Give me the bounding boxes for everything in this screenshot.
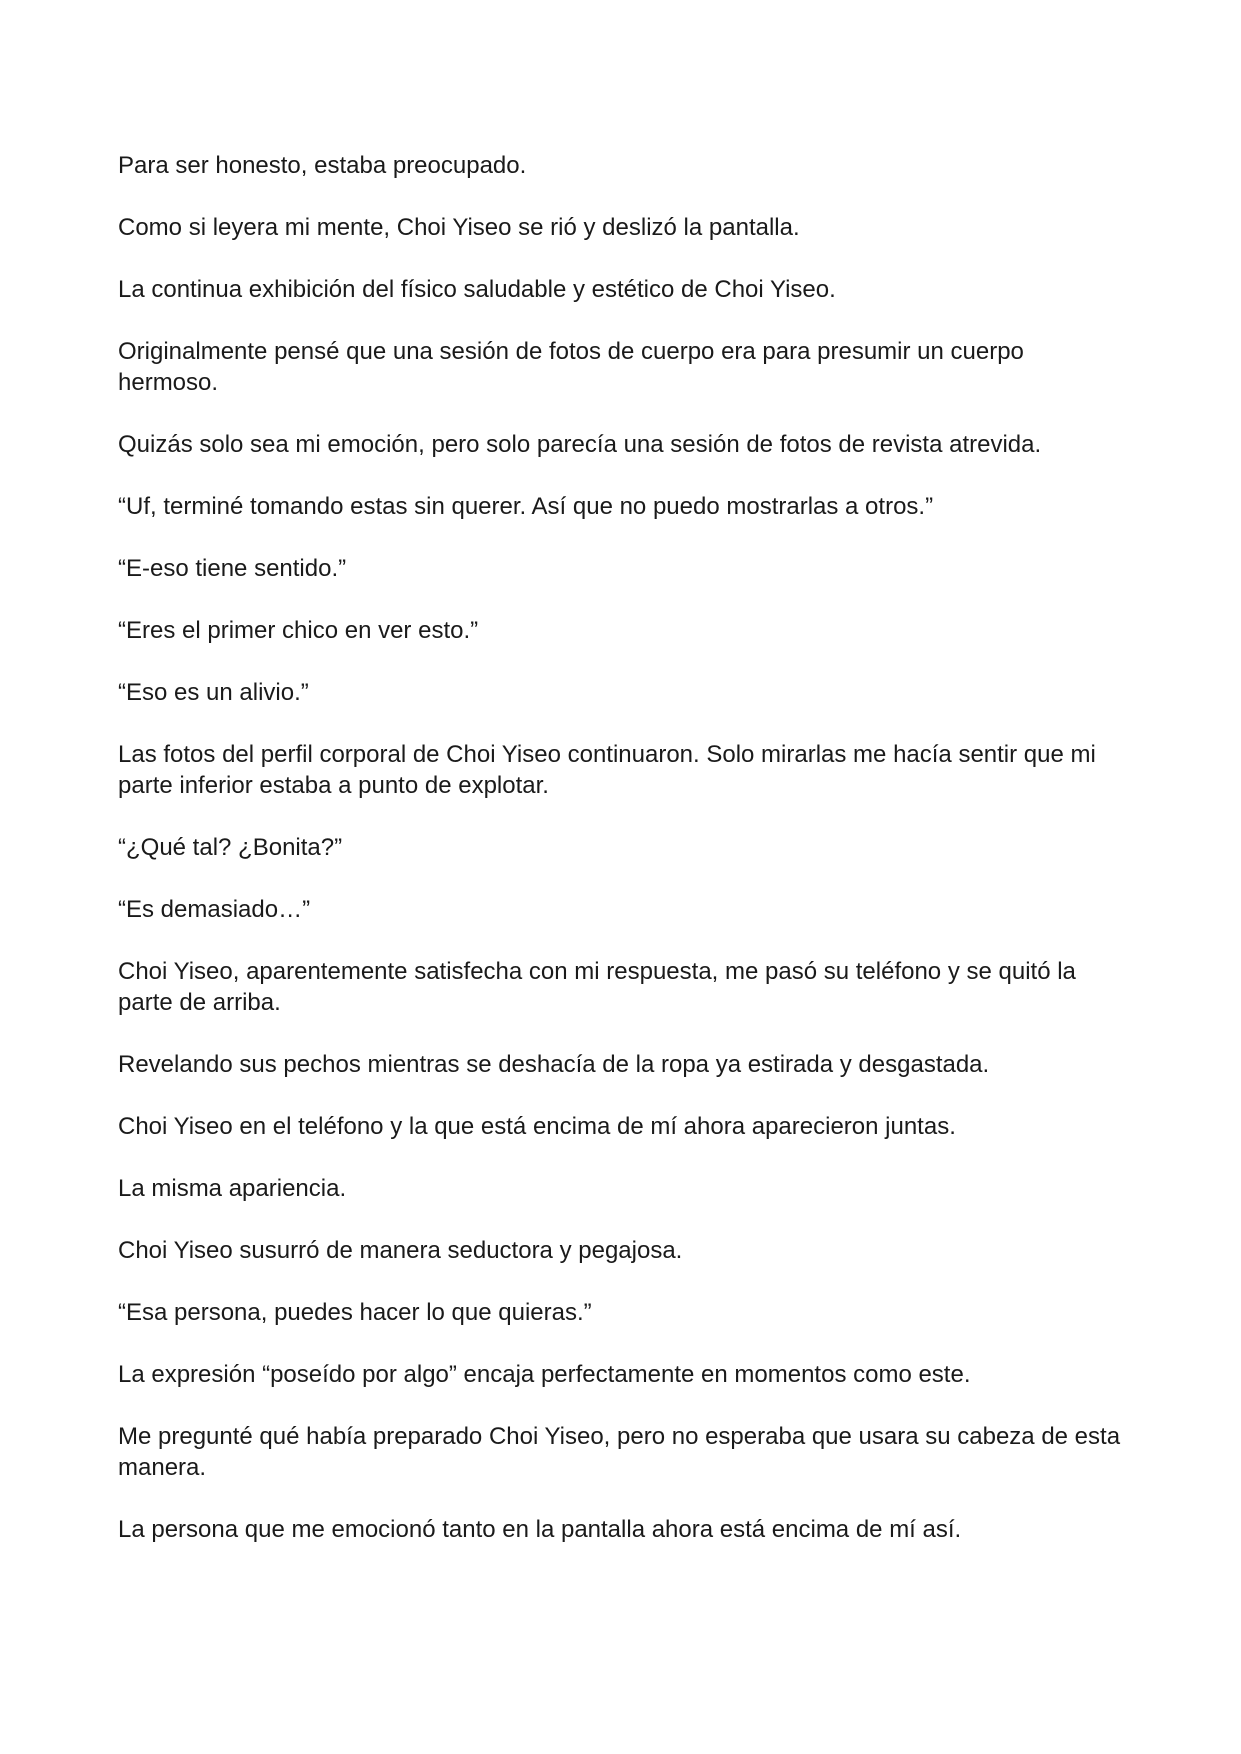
paragraph: Como si leyera mi mente, Choi Yiseo se rió y deslizó la pantalla. — [118, 214, 800, 241]
paragraph: Choi Yiseo susurró de manera seductora y pegajosa. — [118, 1237, 683, 1264]
paragraph: “Esa persona, puedes hacer lo que quieras.” — [118, 1299, 592, 1326]
paragraph: La persona que me emocionó tanto en la pantalla ahora está encima de mí así. — [118, 1516, 962, 1543]
paragraph: “Eres el primer chico en ver esto.” — [118, 617, 479, 644]
paragraph: La misma apariencia. — [118, 1175, 347, 1202]
paragraph: Originalmente pensé que una sesión de fotos de cuerpo era para presumir un cuerpo hermoso. — [118, 338, 1024, 396]
paragraph: Me pregunté qué había preparado Choi Yiseo, pero no esperaba que usara su cabeza de esta manera. — [118, 1423, 1121, 1481]
paragraph: La expresión “poseído por algo” encaja perfectamente en momentos como este. — [118, 1361, 971, 1388]
paragraph: Las fotos del perfil corporal de Choi Yiseo continuaron. Solo mirarlas me hacía sentir que mi parte inferior estaba a punto de explotar. — [118, 741, 1096, 799]
document-body — [118, 150, 1128, 1576]
paragraph: Choi Yiseo en el teléfono y la que está encima de mí ahora aparecieron juntas. — [118, 1113, 956, 1140]
paragraph: Choi Yiseo, aparentemente satisfecha con mi respuesta, me pasó su teléfono y se quitó la parte de arriba. — [118, 958, 1076, 1016]
paragraph: Para ser honesto, estaba preocupado. — [118, 152, 527, 179]
paragraph: “E-eso tiene sentido.” — [118, 555, 347, 582]
paragraph: La continua exhibición del físico saludable y estético de Choi Yiseo. — [118, 276, 836, 303]
paragraph: “Uf, terminé tomando estas sin querer. Así que no puedo mostrarlas a otros.” — [118, 493, 934, 520]
paragraph: “Es demasiado…” — [118, 896, 311, 923]
paragraph: “Eso es un alivio.” — [118, 679, 309, 706]
paragraph: Quizás solo sea mi emoción, pero solo parecía una sesión de fotos de revista atrevida. — [118, 431, 1042, 458]
paragraph: Revelando sus pechos mientras se deshacía de la ropa ya estirada y desgastada. — [118, 1051, 990, 1078]
paragraph: “¿Qué tal? ¿Bonita?” — [118, 834, 343, 861]
